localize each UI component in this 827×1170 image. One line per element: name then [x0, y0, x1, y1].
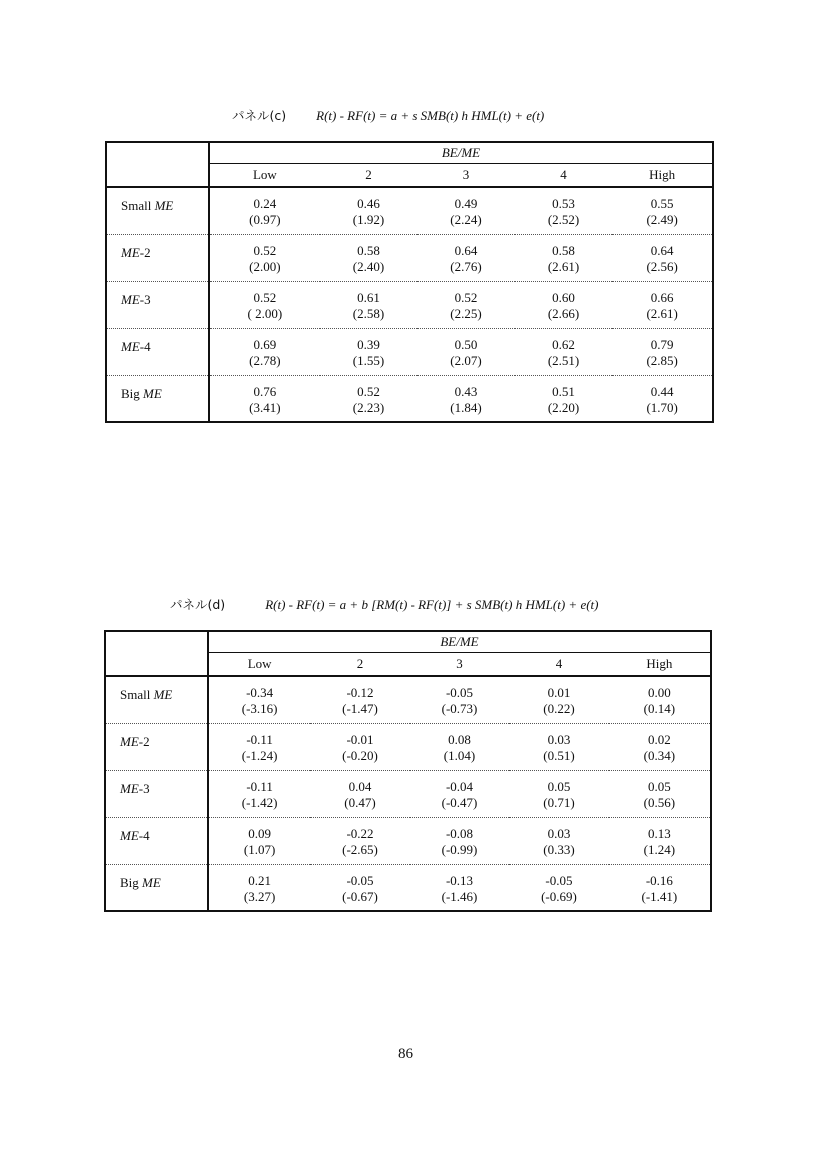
coefficient-value: 0.03	[547, 825, 571, 841]
t-statistic: (-0.69)	[541, 888, 577, 904]
row-header-variable: ME	[154, 198, 174, 213]
table-row	[106, 375, 713, 422]
row-header-prefix: Big	[121, 385, 144, 401]
t-statistic: (-3.16)	[241, 701, 278, 716]
coefficient-value: 0.52	[454, 289, 478, 305]
t-statistic: (2.00)	[249, 258, 281, 274]
column-header: 2	[320, 164, 418, 188]
table-cell	[208, 676, 310, 723]
panel-d-table	[104, 630, 712, 912]
row-header-variable: ME	[143, 385, 162, 401]
table-cell	[208, 864, 310, 911]
coefficient-value: 0.21	[248, 872, 271, 888]
table-cell	[310, 817, 409, 864]
table-cell	[417, 187, 515, 234]
panel-c-table	[105, 141, 714, 423]
coefficient-value: -0.05	[445, 685, 474, 700]
coefficient-value: -0.34	[246, 685, 274, 700]
t-statistic: (1.92)	[352, 212, 385, 227]
table-cell	[209, 328, 320, 375]
coefficient-value: 0.61	[357, 289, 380, 305]
t-statistic: (1.07)	[243, 841, 276, 857]
row-header-variable: ME	[120, 827, 139, 843]
table-cell	[515, 281, 613, 328]
table-cell	[320, 187, 418, 234]
table-cell	[310, 864, 409, 911]
table-cell	[410, 817, 509, 864]
table-cell	[209, 187, 320, 234]
table-cell	[609, 864, 711, 911]
table-cell	[417, 281, 515, 328]
row-header	[105, 770, 208, 817]
row-header	[105, 817, 208, 864]
t-statistic: ( 2.00)	[247, 305, 283, 321]
panel-d-equation: R(t) - RF(t) = a + b [RM(t) - RF(t)] + s SMB(t) h HML(t) + e(t)	[265, 597, 599, 612]
coefficient-value: -0.01	[346, 731, 374, 747]
coefficient-value: -0.08	[445, 825, 474, 841]
table-row	[105, 864, 711, 911]
row-header	[106, 375, 209, 422]
t-statistic: (2.76)	[450, 258, 482, 274]
coefficient-value: -0.16	[645, 872, 673, 888]
table-cell	[515, 187, 613, 234]
t-statistic: (0.22)	[543, 701, 575, 716]
row-header-suffix: -2	[138, 733, 150, 749]
column-header: 3	[417, 164, 515, 188]
t-statistic: (-1.46)	[441, 888, 478, 904]
table-row	[106, 281, 713, 328]
coefficient-value: 0.69	[253, 336, 277, 352]
table-row	[106, 328, 713, 375]
column-header: Low	[209, 164, 320, 188]
table-cell	[417, 375, 515, 422]
table-cell	[208, 770, 310, 817]
table-cell	[209, 281, 320, 328]
table-cell	[509, 723, 608, 770]
t-statistic: (-0.47)	[441, 794, 478, 810]
panel-d-title	[170, 595, 598, 613]
t-statistic: (-2.65)	[342, 841, 378, 857]
table-cell	[509, 676, 608, 723]
table-cell	[208, 723, 310, 770]
coefficient-value: -0.04	[445, 778, 474, 794]
panel-c-title	[232, 106, 544, 124]
column-header: High	[612, 164, 713, 188]
t-statistic: (2.07)	[450, 352, 482, 368]
t-statistic: (2.49)	[646, 212, 678, 227]
coefficient-value: 0.60	[552, 289, 575, 305]
coefficient-value: 0.49	[454, 196, 478, 211]
row-header	[106, 328, 209, 375]
table-cell	[320, 328, 418, 375]
t-statistic: (2.66)	[547, 305, 580, 321]
t-statistic: (2.20)	[547, 399, 580, 415]
column-header: 4	[515, 164, 613, 188]
t-statistic: (1.55)	[352, 352, 385, 368]
coefficient-value: 0.39	[357, 336, 380, 352]
coefficient-value: 0.79	[650, 336, 674, 352]
coefficient-value: 0.08	[448, 731, 471, 747]
row-header-variable: ME	[153, 687, 173, 702]
table-cell	[612, 234, 713, 281]
table-cell	[609, 770, 711, 817]
column-header: 2	[310, 653, 409, 677]
table-row	[106, 187, 713, 234]
table-cell	[509, 770, 608, 817]
t-statistic: (2.23)	[352, 399, 385, 415]
row-header-suffix: -4	[138, 827, 150, 843]
t-statistic: (0.33)	[543, 841, 575, 857]
table-row	[105, 770, 711, 817]
table-cell	[609, 723, 711, 770]
coefficient-value: 0.05	[547, 778, 571, 794]
t-statistic: (1.84)	[450, 399, 482, 415]
table-row	[105, 723, 711, 770]
table-cell	[410, 676, 509, 723]
table-cell	[320, 234, 418, 281]
table-cell	[509, 864, 608, 911]
t-statistic: (2.52)	[547, 212, 580, 227]
t-statistic: (2.58)	[352, 305, 385, 321]
t-statistic: (1.70)	[646, 399, 678, 415]
table-cell	[320, 375, 418, 422]
table-cell	[410, 723, 509, 770]
t-statistic: (-1.47)	[342, 701, 378, 716]
table-cell	[310, 723, 409, 770]
panel-c-label: パネル(c)	[232, 108, 287, 123]
row-header	[105, 864, 208, 911]
table-row	[105, 676, 711, 723]
row-header	[106, 234, 209, 281]
row-header	[105, 723, 208, 770]
coefficient-value: 0.03	[547, 731, 571, 747]
t-statistic: (2.85)	[646, 352, 678, 368]
coefficient-value: 0.52	[357, 383, 380, 399]
coefficient-value: 0.66	[650, 289, 674, 305]
t-statistic: (-1.24)	[241, 747, 278, 763]
coefficient-value: 0.58	[357, 242, 380, 258]
row-header-prefix: Big	[120, 874, 143, 890]
t-statistic: (0.56)	[643, 794, 676, 810]
row-header-prefix: Small	[121, 198, 155, 213]
coefficient-value: 0.64	[650, 242, 674, 258]
coefficient-value: 0.46	[357, 196, 380, 211]
coefficient-value: 0.09	[248, 825, 271, 841]
t-statistic: (-0.73)	[441, 701, 478, 716]
table-corner	[106, 142, 209, 187]
table-cell	[209, 375, 320, 422]
table-cell	[417, 328, 515, 375]
t-statistic: (-0.99)	[441, 841, 478, 857]
row-header-variable: ME	[142, 874, 161, 890]
coefficient-value: -0.13	[445, 872, 474, 888]
t-statistic: (-0.67)	[342, 888, 378, 904]
group-header: BE/ME	[209, 142, 713, 164]
table-cell	[609, 817, 711, 864]
coefficient-value: 0.55	[650, 196, 674, 211]
row-header	[106, 281, 209, 328]
row-header-suffix: -3	[139, 291, 151, 307]
table-cell	[609, 676, 711, 723]
t-statistic: (0.14)	[643, 701, 676, 716]
coefficient-value: 0.01	[547, 685, 571, 700]
column-header: High	[609, 653, 711, 677]
page-number: 86	[398, 1046, 413, 1062]
table-row	[106, 234, 713, 281]
row-header-suffix: -3	[138, 780, 150, 796]
coefficient-value: 0.52	[253, 242, 277, 258]
table-cell	[320, 281, 418, 328]
panel-d-label: パネル(d)	[170, 597, 226, 612]
coefficient-value: 0.24	[253, 196, 277, 211]
row-header-suffix: -2	[139, 244, 151, 260]
table-cell	[612, 328, 713, 375]
table-row	[105, 817, 711, 864]
coefficient-value: 0.04	[348, 778, 372, 794]
coefficient-value: 0.58	[552, 242, 575, 258]
table-cell	[612, 375, 713, 422]
row-header-variable: ME	[121, 291, 140, 307]
coefficient-value: -0.12	[346, 685, 374, 700]
t-statistic: (0.97)	[249, 212, 281, 227]
row-header-suffix: -4	[139, 338, 151, 354]
row-header-variable: ME	[120, 780, 139, 796]
table-cell	[410, 864, 509, 911]
table-cell	[612, 281, 713, 328]
t-statistic: (2.25)	[450, 305, 482, 321]
table-cell	[410, 770, 509, 817]
coefficient-value: 0.53	[552, 196, 575, 211]
row-header	[105, 676, 208, 723]
table-cell	[417, 234, 515, 281]
table-cell	[310, 676, 409, 723]
table-cell	[515, 375, 613, 422]
t-statistic: (2.61)	[547, 258, 580, 274]
column-header: 4	[509, 653, 608, 677]
coefficient-value: 0.51	[552, 383, 575, 399]
coefficient-value: 0.44	[650, 383, 674, 399]
column-header: 3	[410, 653, 509, 677]
row-header-variable: ME	[120, 733, 139, 749]
table-corner	[105, 631, 208, 676]
t-statistic: (-0.20)	[342, 747, 378, 763]
coefficient-value: -0.22	[346, 825, 374, 841]
row-header-variable: ME	[121, 338, 140, 354]
table-cell	[209, 234, 320, 281]
coefficient-value: 0.50	[454, 336, 478, 352]
coefficient-value: 0.52	[253, 289, 277, 305]
panel-c-equation: R(t) - RF(t) = a + s SMB(t) h HML(t) + e(t)	[316, 108, 545, 123]
t-statistic: (-1.42)	[241, 794, 278, 810]
t-statistic: (2.51)	[547, 352, 580, 368]
t-statistic: (0.34)	[643, 747, 676, 763]
t-statistic: (2.56)	[646, 258, 678, 274]
row-header-variable: ME	[121, 244, 140, 260]
t-statistic: (3.41)	[249, 399, 281, 415]
coefficient-value: 0.13	[647, 825, 671, 841]
coefficient-value: 0.43	[454, 383, 478, 399]
column-header: Low	[208, 653, 310, 677]
coefficient-value: -0.05	[545, 872, 573, 888]
coefficient-value: 0.00	[647, 685, 671, 700]
table-cell	[310, 770, 409, 817]
t-statistic: (0.47)	[344, 794, 376, 810]
group-header: BE/ME	[208, 631, 711, 653]
t-statistic: (2.61)	[646, 305, 678, 321]
table-cell	[208, 817, 310, 864]
table-cell	[509, 817, 608, 864]
coefficient-value: 0.05	[647, 778, 671, 794]
t-statistic: (3.27)	[243, 888, 276, 904]
coefficient-value: -0.11	[246, 731, 273, 747]
t-statistic: (1.04)	[443, 747, 476, 763]
coefficient-value: 0.76	[253, 383, 277, 399]
row-header-prefix: Small	[120, 687, 154, 702]
t-statistic: (2.40)	[352, 258, 385, 274]
t-statistic: (0.71)	[543, 794, 575, 810]
t-statistic: (2.78)	[249, 352, 281, 368]
t-statistic: (1.24)	[643, 841, 676, 857]
coefficient-value: -0.11	[246, 778, 273, 794]
table-cell	[612, 187, 713, 234]
coefficient-value: -0.05	[346, 872, 374, 888]
t-statistic: (0.51)	[543, 747, 575, 763]
table-cell	[515, 328, 613, 375]
t-statistic: (-1.41)	[641, 888, 678, 904]
t-statistic: (2.24)	[450, 212, 482, 227]
coefficient-value: 0.02	[647, 731, 671, 747]
row-header	[106, 187, 209, 234]
table-cell	[515, 234, 613, 281]
coefficient-value: 0.62	[552, 336, 575, 352]
coefficient-value: 0.64	[454, 242, 478, 258]
